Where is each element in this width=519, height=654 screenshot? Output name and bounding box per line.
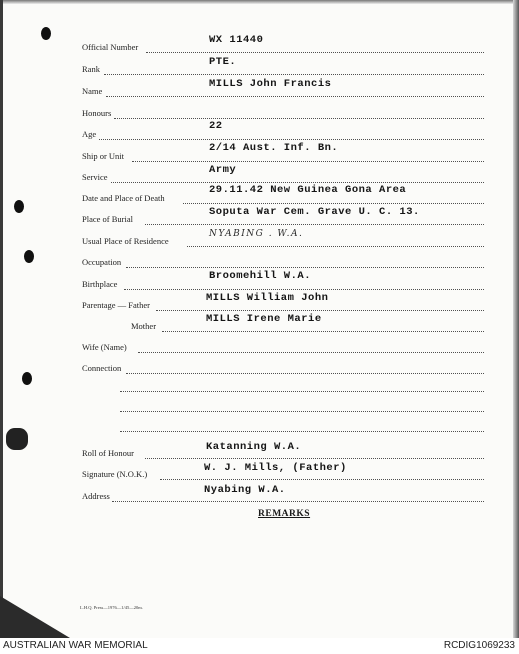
dotted-line bbox=[146, 52, 484, 53]
dotted-line bbox=[104, 74, 484, 75]
value-age: 22 bbox=[209, 120, 223, 132]
label-date-place-death: Date and Place of Death bbox=[82, 193, 165, 203]
printer-note: L.H.Q. Press—1976—1/45—20m. bbox=[80, 605, 143, 610]
dotted-line bbox=[187, 246, 484, 247]
footer-record-id: RCDIG1069233 bbox=[443, 640, 515, 651]
dotted-line bbox=[124, 289, 484, 290]
label-service: Service bbox=[82, 172, 108, 182]
value-name: MILLS John Francis bbox=[209, 78, 332, 90]
label-wife-name: Wife (Name) bbox=[82, 342, 127, 352]
label-ship-or-unit: Ship or Unit bbox=[82, 151, 125, 161]
punch-hole-icon bbox=[24, 250, 34, 263]
value-date-place-death: 29.11.42 New Guinea Gona Area bbox=[209, 184, 407, 196]
dotted-line bbox=[126, 373, 484, 374]
dotted-line bbox=[145, 458, 484, 459]
label-age: Age bbox=[82, 129, 97, 139]
value-place-of-burial: Soputa War Cem. Grave U. C. 13. bbox=[209, 206, 420, 218]
dotted-line bbox=[132, 161, 484, 162]
value-address: Nyabing W.A. bbox=[204, 484, 286, 496]
value-roll-of-honour: Katanning W.A. bbox=[206, 441, 302, 453]
scan-edge-right bbox=[513, 0, 519, 638]
dotted-line bbox=[138, 352, 484, 353]
value-service: Army bbox=[209, 164, 237, 176]
punch-hole-icon bbox=[14, 200, 24, 213]
dotted-line bbox=[112, 501, 484, 502]
dotted-line bbox=[156, 310, 484, 311]
label-mother: Mother bbox=[131, 321, 157, 331]
label-signature-nok: Signature (N.O.K.) bbox=[82, 469, 148, 479]
dotted-line bbox=[126, 267, 484, 268]
value-father: MILLS William John bbox=[206, 292, 329, 304]
dotted-line bbox=[106, 96, 484, 97]
dotted-line bbox=[120, 431, 484, 432]
value-signature-nok: W. J. Mills, (Father) bbox=[204, 462, 347, 474]
footer-source: AUSTRALIAN WAR MEMORIAL bbox=[3, 640, 148, 651]
footer-bar bbox=[0, 638, 519, 654]
label-usual-residence: Usual Place of Residence bbox=[82, 236, 169, 246]
scan-edge-top bbox=[0, 0, 519, 4]
dotted-line bbox=[111, 182, 484, 183]
dotted-line bbox=[120, 391, 484, 392]
scan-corner-shadow bbox=[0, 596, 70, 638]
value-official-number: WX 11440 bbox=[209, 34, 264, 46]
label-address: Address bbox=[82, 491, 110, 501]
value-mother: MILLS Irene Marie bbox=[206, 313, 322, 325]
dotted-line bbox=[183, 203, 484, 204]
label-rank: Rank bbox=[82, 64, 100, 74]
value-rank: PTE. bbox=[209, 56, 237, 68]
label-father: Parentage — Father bbox=[82, 300, 150, 310]
label-roll-of-honour: Roll of Honour bbox=[82, 448, 134, 458]
scan-smudge bbox=[6, 428, 28, 450]
label-honours: Honours bbox=[82, 108, 112, 118]
label-occupation: Occupation bbox=[82, 257, 122, 267]
value-usual-residence: NYABING . W.A. bbox=[209, 229, 304, 239]
scan-edge-left bbox=[0, 0, 3, 638]
value-ship-or-unit: 2/14 Aust. Inf. Bn. bbox=[209, 142, 339, 154]
dotted-line bbox=[160, 479, 484, 480]
dotted-line bbox=[145, 224, 484, 225]
label-official-number: Official Number bbox=[82, 42, 139, 52]
label-place-of-burial: Place of Burial bbox=[82, 214, 133, 224]
dotted-line bbox=[114, 118, 484, 119]
dotted-line bbox=[162, 331, 484, 332]
dotted-line bbox=[120, 411, 484, 412]
label-birthplace: Birthplace bbox=[82, 279, 118, 289]
label-name: Name bbox=[82, 86, 103, 96]
label-connection: Connection bbox=[82, 363, 122, 373]
punch-hole-icon bbox=[41, 27, 51, 40]
punch-hole-icon bbox=[22, 372, 32, 385]
value-birthplace: Broomehill W.A. bbox=[209, 270, 312, 282]
dotted-line bbox=[99, 139, 484, 140]
remarks-heading: REMARKS bbox=[258, 509, 311, 519]
